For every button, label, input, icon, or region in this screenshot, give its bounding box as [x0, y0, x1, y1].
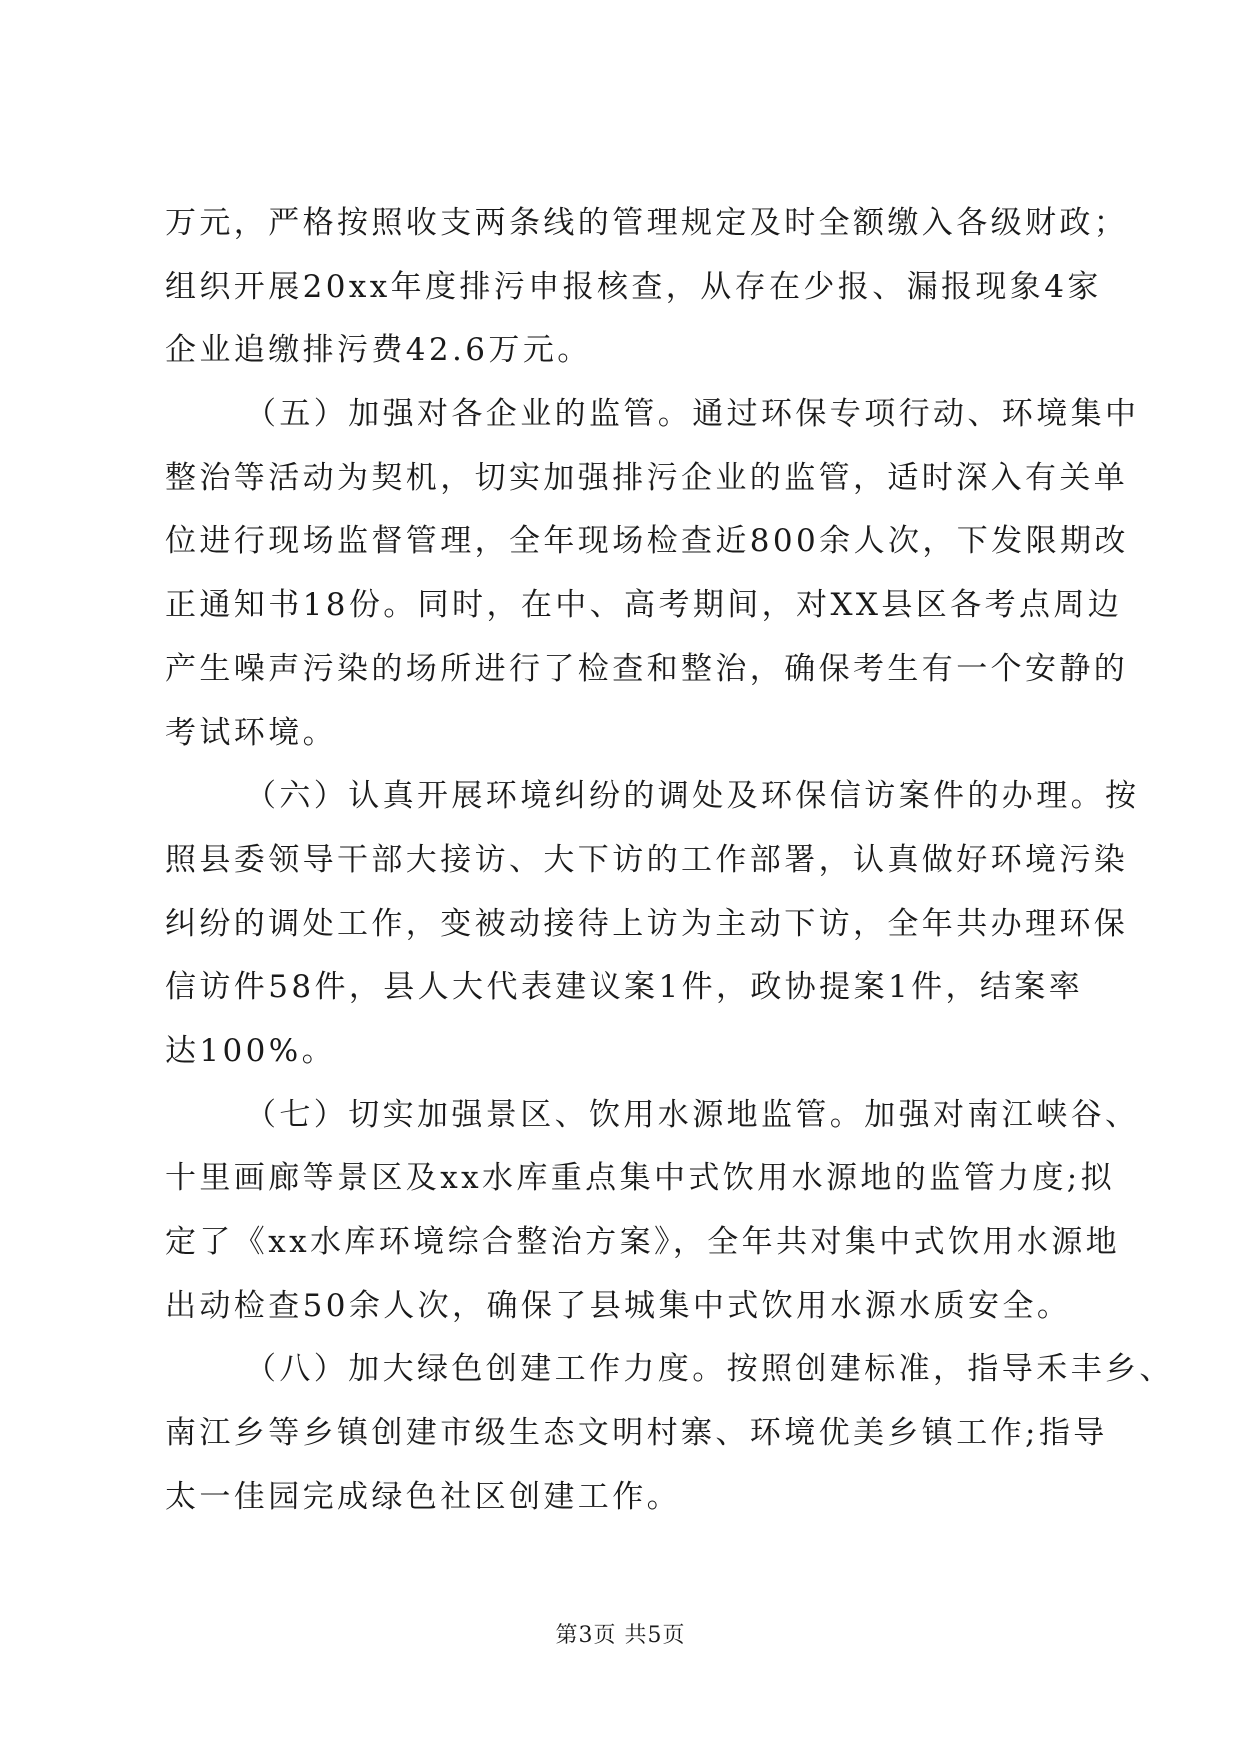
text-line: 产生噪声污染的场所进行了检查和整治，确保考生有一个安静的 [165, 650, 1129, 687]
text-line: 信访件58件，县人大代表建议案1件，政协提案1件，结案率 [165, 969, 1084, 1006]
text-line: （八）加大绿色创建工作力度。按照创建标准，指导禾丰乡、 [245, 1351, 1174, 1388]
text-line: 考试环境。 [165, 714, 337, 751]
text-line: 企业追缴排污费42.6万元。 [165, 332, 592, 369]
text-line: （七）切实加强景区、饮用水源地监管。加强对南江峡谷、 [245, 1096, 1140, 1133]
text-line: 十里画廊等景区及xx水库重点集中式饮用水源地的监管力度;拟 [165, 1160, 1116, 1197]
paragraph-six-disputes [165, 765, 1140, 1083]
text-line: 定了《xx水库环境综合整治方案》，全年共对集中式饮用水源地 [165, 1224, 1121, 1260]
text-line: 太一佳园完成绿色社区创建工作。 [165, 1478, 681, 1515]
text-line: 正通知书18份。同时，在中、高考期间，对XX县区各考点周边 [165, 587, 1123, 624]
page-footer: 第3页 共5页 [555, 1623, 686, 1648]
document-body [165, 192, 1174, 1529]
text-line: 组织开展20xx年度排污申报核查，从存在少报、漏报现象4家 [165, 268, 1102, 305]
paragraph-fees-continued [165, 192, 1129, 383]
text-line: 万元，严格按照收支两条线的管理规定及时全额缴入各级财政； [165, 205, 1129, 241]
paragraph-seven-water [165, 1084, 1140, 1339]
text-line: 达100%。 [165, 1032, 337, 1069]
text-line: 南江乡等乡镇创建市级生态文明村寨、环境优美乡镇工作;指导 [165, 1415, 1108, 1452]
text-line: （五）加强对各企业的监管。通过环保专项行动、环境集中 [245, 396, 1140, 433]
text-line: 纠纷的调处工作，变被动接待上访为主动下访，全年共办理环保 [165, 905, 1129, 942]
paragraph-eight-green [165, 1338, 1174, 1529]
text-line: 照县委领导干部大接访、大下访的工作部署，认真做好环境污染 [165, 841, 1129, 878]
text-line: 位进行现场监督管理，全年现场检查近800余人次，下发限期改 [165, 523, 1129, 560]
paragraph-five-supervision [165, 383, 1140, 765]
text-line: 整治等活动为契机，切实加强排污企业的监管，适时深入有关单 [165, 459, 1129, 496]
text-line: 出动检查50余人次，确保了县城集中式饮用水源水质安全。 [165, 1287, 1072, 1324]
text-line: （六）认真开展环境纠纷的调处及环保信访案件的办理。按 [245, 778, 1140, 815]
